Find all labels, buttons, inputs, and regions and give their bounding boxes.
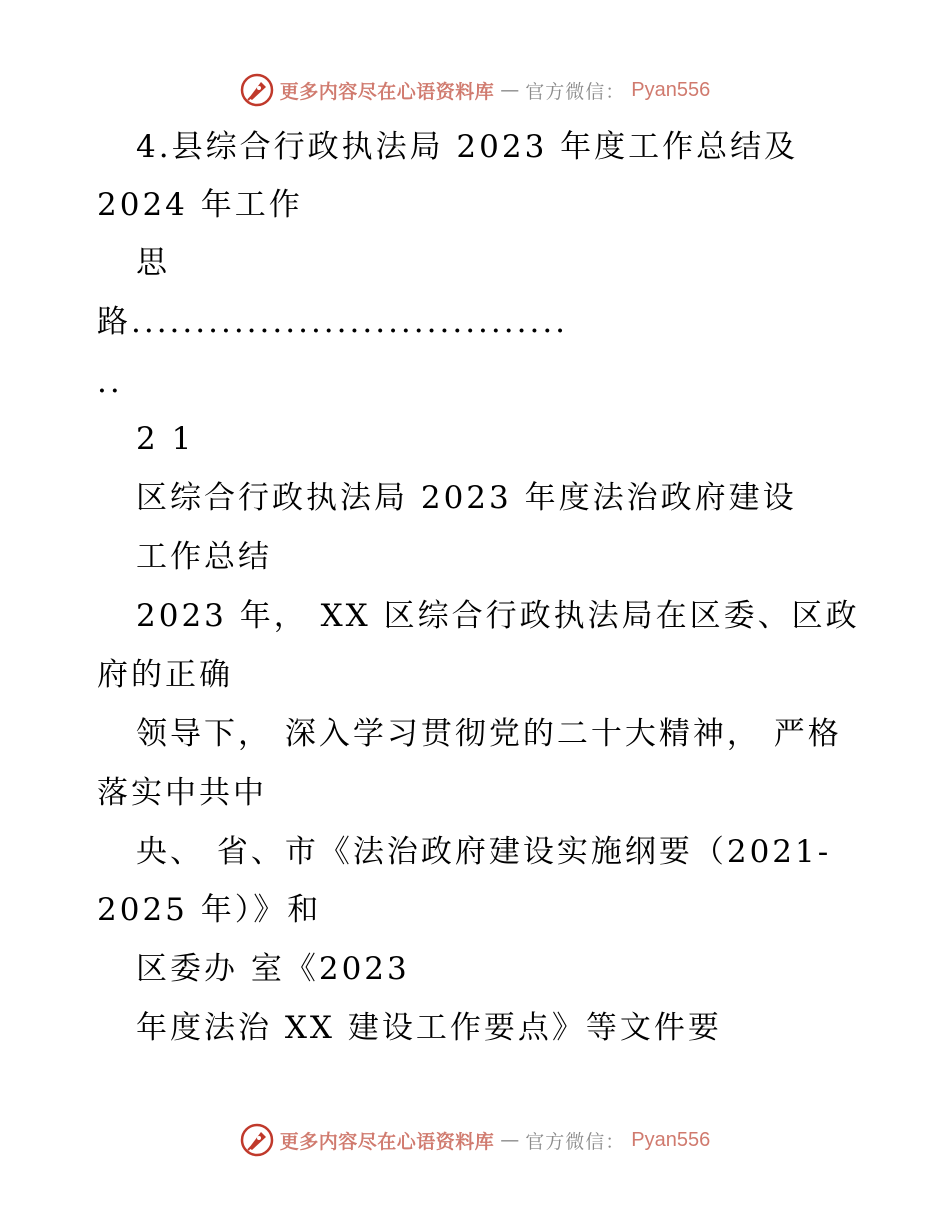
document-title-line2: 工作总结: [136, 539, 272, 575]
paragraph-line: 2025 年）》和: [97, 892, 322, 928]
document-title-line1: 区综合行政执法局 2023 年度法治政府建设: [136, 480, 797, 516]
watermark-group: [240, 73, 711, 107]
watermark-site-text: 更多内容尽在心语资料库: [279, 80, 495, 103]
pen-nib-logo-icon: [240, 1123, 274, 1157]
paragraph-line: 2023 年， XX 区综合行政执法局在区委、区政: [136, 598, 860, 634]
paragraph-line: 府的正确: [97, 657, 233, 693]
toc-page-number: 2 1: [136, 421, 195, 457]
paragraph-line: 领导下， 深入学习贯彻党的二十大精神， 严格: [136, 716, 842, 752]
footer-watermark: [0, 1120, 950, 1160]
watermark-wechat-id: Pyan556: [631, 1128, 711, 1151]
toc-entry-title-line2: 2024 年工作: [97, 187, 303, 223]
watermark-wechat-id: Pyan556: [631, 78, 711, 101]
paragraph-line: 央、 省、市《法治政府建设实施纲要（2021-: [136, 834, 832, 870]
toc-entry-title-line3: 思: [136, 245, 170, 281]
watermark-dash: —: [500, 1129, 520, 1151]
pen-nib-logo-icon: [240, 73, 274, 107]
watermark-dash: —: [500, 79, 520, 101]
toc-entry-leader-dots-cont: ..: [97, 364, 123, 400]
paragraph-line: 落实中共中: [97, 775, 267, 811]
watermark-site-text: 更多内容尽在心语资料库: [279, 1130, 495, 1153]
toc-entry-leader-dots: 路..................................: [97, 304, 569, 340]
watermark-wechat-label: 官方微信：: [525, 1130, 626, 1153]
paragraph-line: 年度法治 XX 建设工作要点》等文件要: [136, 1010, 722, 1046]
paragraph-line: 区委办 室《2023: [136, 951, 410, 987]
header-watermark: [0, 70, 950, 110]
watermark-group: [240, 1123, 711, 1157]
watermark-wechat-label: 官方微信：: [525, 80, 626, 103]
toc-entry-title-line1: 4.县综合行政执法局 2023 年度工作总结及: [136, 129, 799, 165]
